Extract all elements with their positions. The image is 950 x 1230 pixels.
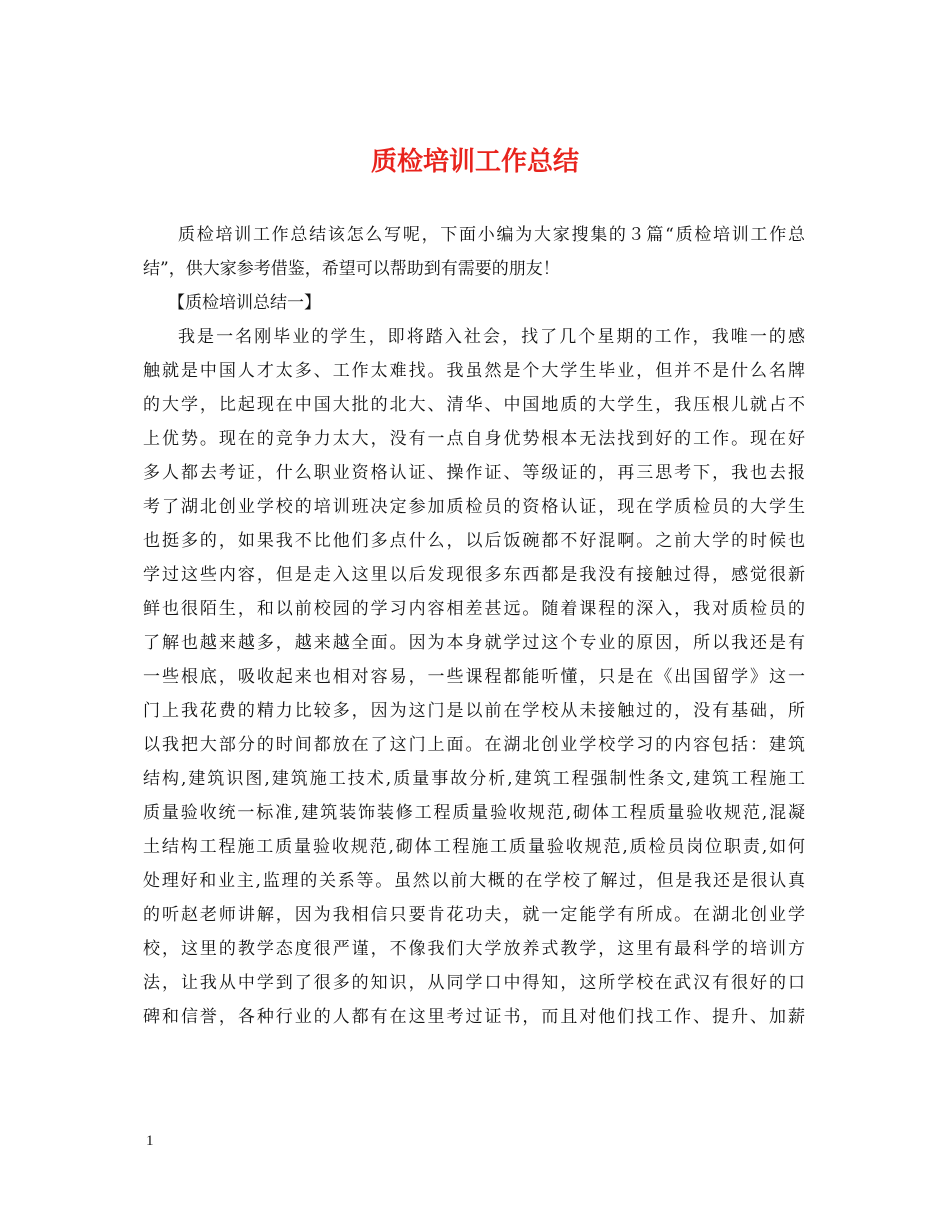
paragraph-line: 一些根底，吸收起来也相对容易，一些课程都能听懂，只是在《出国留学》这一 xyxy=(143,667,805,687)
paragraph-line: 质量验收统一标准,建筑装饰装修工程质量验收规范,砌体工程质量验收规范,混凝 xyxy=(143,803,805,823)
section-heading: 【质检培训总结一】 xyxy=(168,293,321,313)
paragraph-line: 鲜也很陌生，和以前校园的学习内容相差甚远。随着课程的深入，我对质检员的 xyxy=(143,599,805,619)
paragraph-line: 学过这些内容，但是走入这里以后发现很多东西都是我没有接触过得，感觉很新 xyxy=(143,565,805,585)
paragraph-line: 考了湖北创业学校的培训班决定参加质检员的资格认证，现在学质检员的大学生 xyxy=(143,497,805,517)
intro-line: 质检培训工作总结该怎么写呢，下面小编为大家搜集的３篇“质检培训工作总 xyxy=(178,225,805,245)
paragraph-line: 的大学，比起现在中国大批的北大、清华、中国地质的大学生，我压根儿就占不 xyxy=(143,395,805,415)
paragraph-line: 处理好和业主,监理的关系等。虽然以前大概的在学校了解过，但是我还是很认真 xyxy=(143,871,805,891)
paragraph-line: 了解也越来越多，越来越全面。因为本身就学过这个专业的原因，所以我还是有 xyxy=(143,633,805,653)
paragraph-line: 校，这里的教学态度很严谨，不像我们大学放养式教学，这里有最科学的培训方 xyxy=(143,939,805,959)
paragraph-line: 上优势。现在的竞争力太大，没有一点自身优势根本无法找到好的工作。现在好 xyxy=(143,429,805,449)
paragraph-line: 我是一名刚毕业的学生，即将踏入社会，找了几个星期的工作，我唯一的感 xyxy=(178,327,805,347)
intro-line: 结”，供大家参考借鉴，希望可以帮助到有需要的朋友！ xyxy=(143,259,560,279)
paragraph-line: 碑和信誉，各种行业的人都有在这里考过证书，而且对他们找工作、提升、加薪 xyxy=(143,1007,805,1027)
paragraph-line: 触就是中国人才太多、工作太难找。我虽然是个大学生毕业，但并不是什么名牌 xyxy=(143,361,805,381)
page-number: 1 xyxy=(146,1133,154,1149)
paragraph-line: 门上我花费的精力比较多，因为这门是以前在学校从未接触过的，没有基础，所 xyxy=(143,701,805,721)
paragraph-line: 结构,建筑识图,建筑施工技术,质量事故分析,建筑工程强制性条文,建筑工程施工 xyxy=(143,769,805,789)
document-body xyxy=(143,218,805,1034)
paragraph-line: 也挺多的，如果我不比他们多点什么，以后饭碗都不好混啊。之前大学的时候也 xyxy=(143,531,805,551)
paragraph-line: 多人都去考证，什么职业资格认证、操作证、等级证的，再三思考下，我也去报 xyxy=(143,463,805,483)
paragraph-line: 土结构工程施工质量验收规范,砌体工程施工质量验收规范,质检员岗位职责,如何 xyxy=(143,837,805,857)
paragraph-line: 的听赵老师讲解，因为我相信只要肯花功夫，就一定能学有所成。在湖北创业学 xyxy=(143,905,805,925)
paragraph-line: 法，让我从中学到了很多的知识，从同学口中得知，这所学校在武汉有很好的口 xyxy=(143,973,805,993)
document-title: 质检培训工作总结 xyxy=(370,147,579,177)
paragraph-line: 以我把大部分的时间都放在了这门上面。在湖北创业学校学习的内容包括：建筑 xyxy=(143,735,805,755)
